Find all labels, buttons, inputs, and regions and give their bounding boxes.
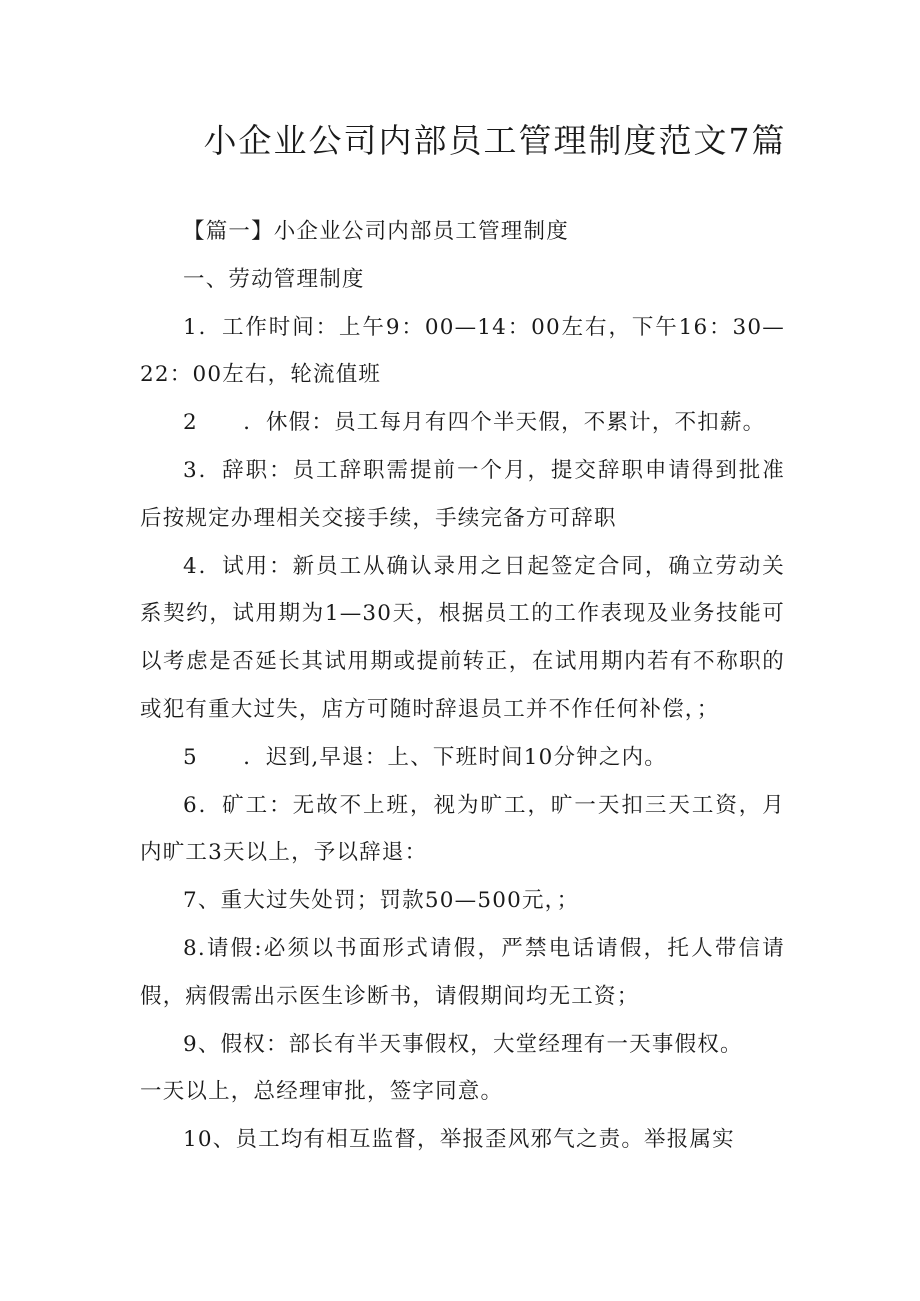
paragraph-supervision: 10、员工均有相互监督，举报歪风邪气之责。举报属实 [183,1127,735,1153]
paragraph-probation: 4．试用：新员工从确认录用之日起签定合同，确立劳动关系契约，试用期为1—30天，根据员工的工作表现及业务技能可以考虑是否延长其试用期或提前转正，在试用期内若有不称职的或犯有重大过失，店方可随时辞退员工并不作任何补偿，； [140,553,785,722]
paragraph-absence: 6．矿工：无故不上班，视为旷工，旷一天扣三天工资，月内旷工3天以上，予以辞退： [140,792,785,866]
paragraph-approval: 一天以上，总经理审批，签字同意。 [140,1079,504,1105]
paragraph-resignation: 3．辞职：员工辞职需提前一个月，提交辞职申请得到批准后按规定办理相关交接手续，手续完备方可辞职 [140,457,785,531]
paragraph-leave: 2 ．休假：员工每月有四个半天假，不累计，不扣薪。 [183,410,766,436]
document-title: 小企业公司内部员工管理制度范文7篇 [203,121,787,160]
section-heading: 【篇一】小企业公司内部员工管理制度 [183,219,569,244]
subsection-heading: 一、劳动管理制度 [183,266,365,292]
paragraph-request-leave: 8.请假:必须以书面形式请假，严禁电话请假，托人带信请假，病假需出示医生诊断书，请假期间均无工资； [140,935,785,1009]
document-body [140,208,785,1164]
paragraph-leave-authority: 9、假权：部长有半天事假权，大堂经理有一天事假权。 [183,1031,743,1057]
paragraph-work-hours: 1．工作时间：上午9：00—14：00左右，下午16：30—22：00左右，轮流值班 [140,314,785,388]
paragraph-penalty: 7、重大过失处罚；罚款50—500元，； [183,888,580,914]
paragraph-lateness: 5 ．迟到,早退：上、下班时间10分钟之内。 [183,744,667,770]
